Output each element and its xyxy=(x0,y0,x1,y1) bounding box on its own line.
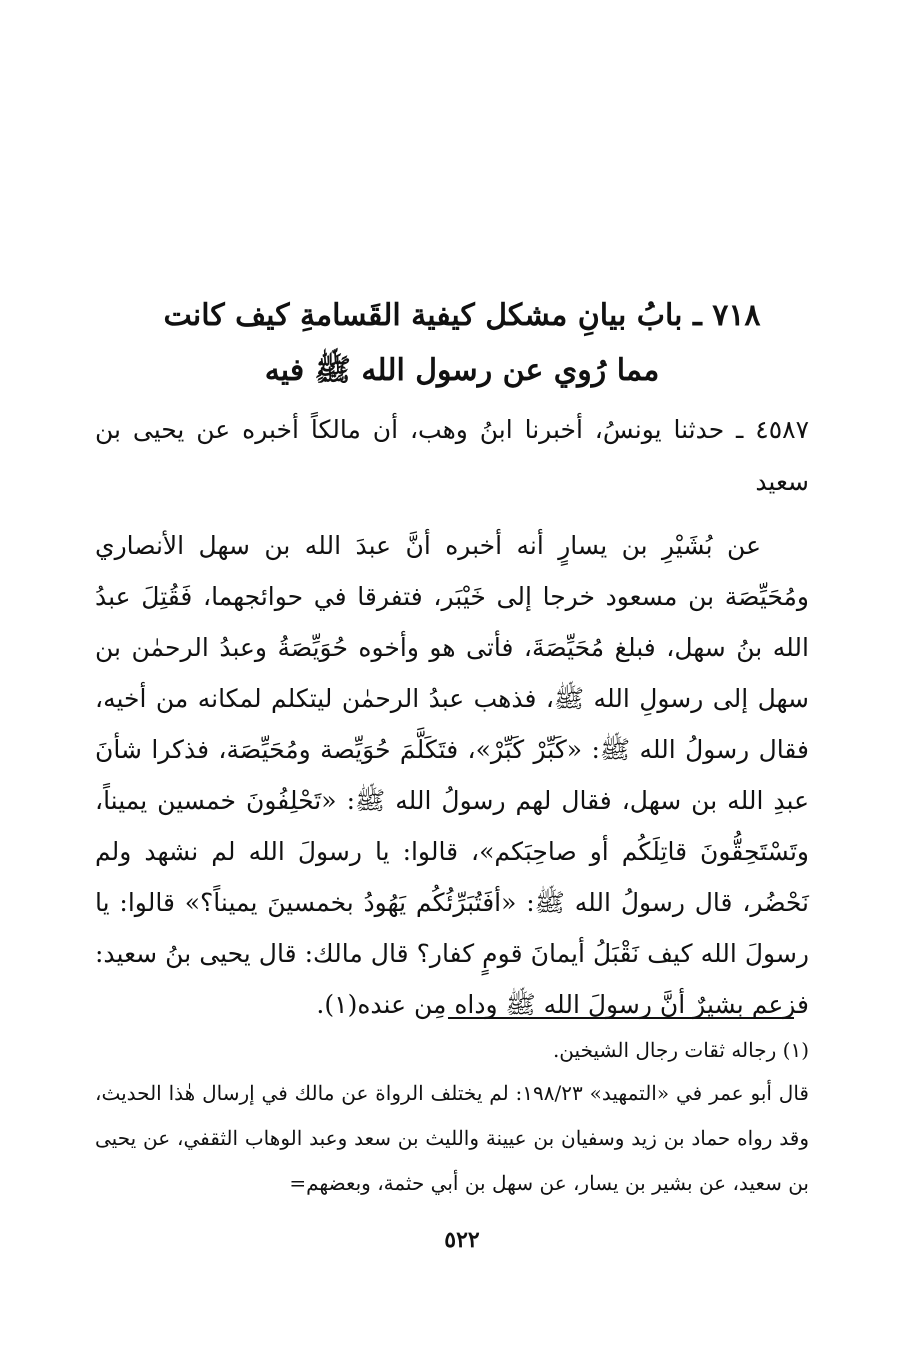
chapter-title-line-1: ٧١٨ ـ بابُ بيانِ مشكل كيفية القَسامةِ كيف كانت xyxy=(163,298,761,333)
hadith-isnad: ٤٥٨٧ ـ حدثنا يونسُ، أخبرنا ابنُ وهب، أن مالكاً أخبره عن يحيى بن سعيد xyxy=(95,415,809,496)
footnote-2: قال أبو عمر في «التمهيد» ١٩٨/٢٣: لم يختلف الرواة عن مالك في إرسال هٰذا الحديث، وقد رواه حماد بن زيد وسفيان بن عيينة والليث بن سعد وعبد الوهاب الثقفي، عن يحيى بن سعيد، عن بشير بن يسار، عن سهل بن أبي حثمة، وبعضهم= xyxy=(95,1081,810,1195)
chapter-title-line-2: مما رُوي عن رسول الله ﷺ فيه xyxy=(264,353,660,388)
hadith-matn: عن بُشَيْرِ بن يسارٍ أنه أخبره أنَّ عبدَ الله بن سهل الأنصاري ومُحَيِّصَة بن مسعود خرجا إلى خَيْبَر، فتفرقا في حوائجهما، فَقُتِلَ عبدُ الله بنُ سهل، فبلغ مُحَيِّصَةَ، فأتى هو وأخوه حُوَيِّصَةُ وعبدُ الرحمٰن بن سهل إلى رسولِ الله ﷺ، فذهب عبدُ الرحمٰن ليتكلم لمكانه من أخيه، فقال رسولُ الله ﷺ: «كَبِّرْ كَبِّرْ»، فتَكَلَّمَ حُوَيِّصة ومُحَيِّصَة، فذكرا شأنَ عبدِ الله بن سهل، فقال لهم رسولُ الله ﷺ: «تَحْلِفُونَ خمسين يميناً، وتَسْتَحِقُّونَ قاتِلَكُم أو صاحِبَكم»، قالوا: يا رسولَ الله لم نشهد ولم نَحْضُر، قال رسولُ الله ﷺ: «أفَتُبَرِّئُكُم يَهُودُ بخمسينَ يميناً؟» قالوا: يا رسولَ الله كيف نَقْبَلُ أيمانَ قومٍ كفار؟ قال مالك: قال يحيى بنُ سعيد: فزعم بشيرٌ أنَّ رسولَ الله ﷺ وداه مِن عنده(١). xyxy=(95,531,809,1019)
footnote-1: (١) رجاله ثقات رجال الشيخين. xyxy=(552,1038,809,1062)
footnote-divider xyxy=(448,1017,794,1019)
page-number: ٥٢٢ xyxy=(444,1227,480,1253)
